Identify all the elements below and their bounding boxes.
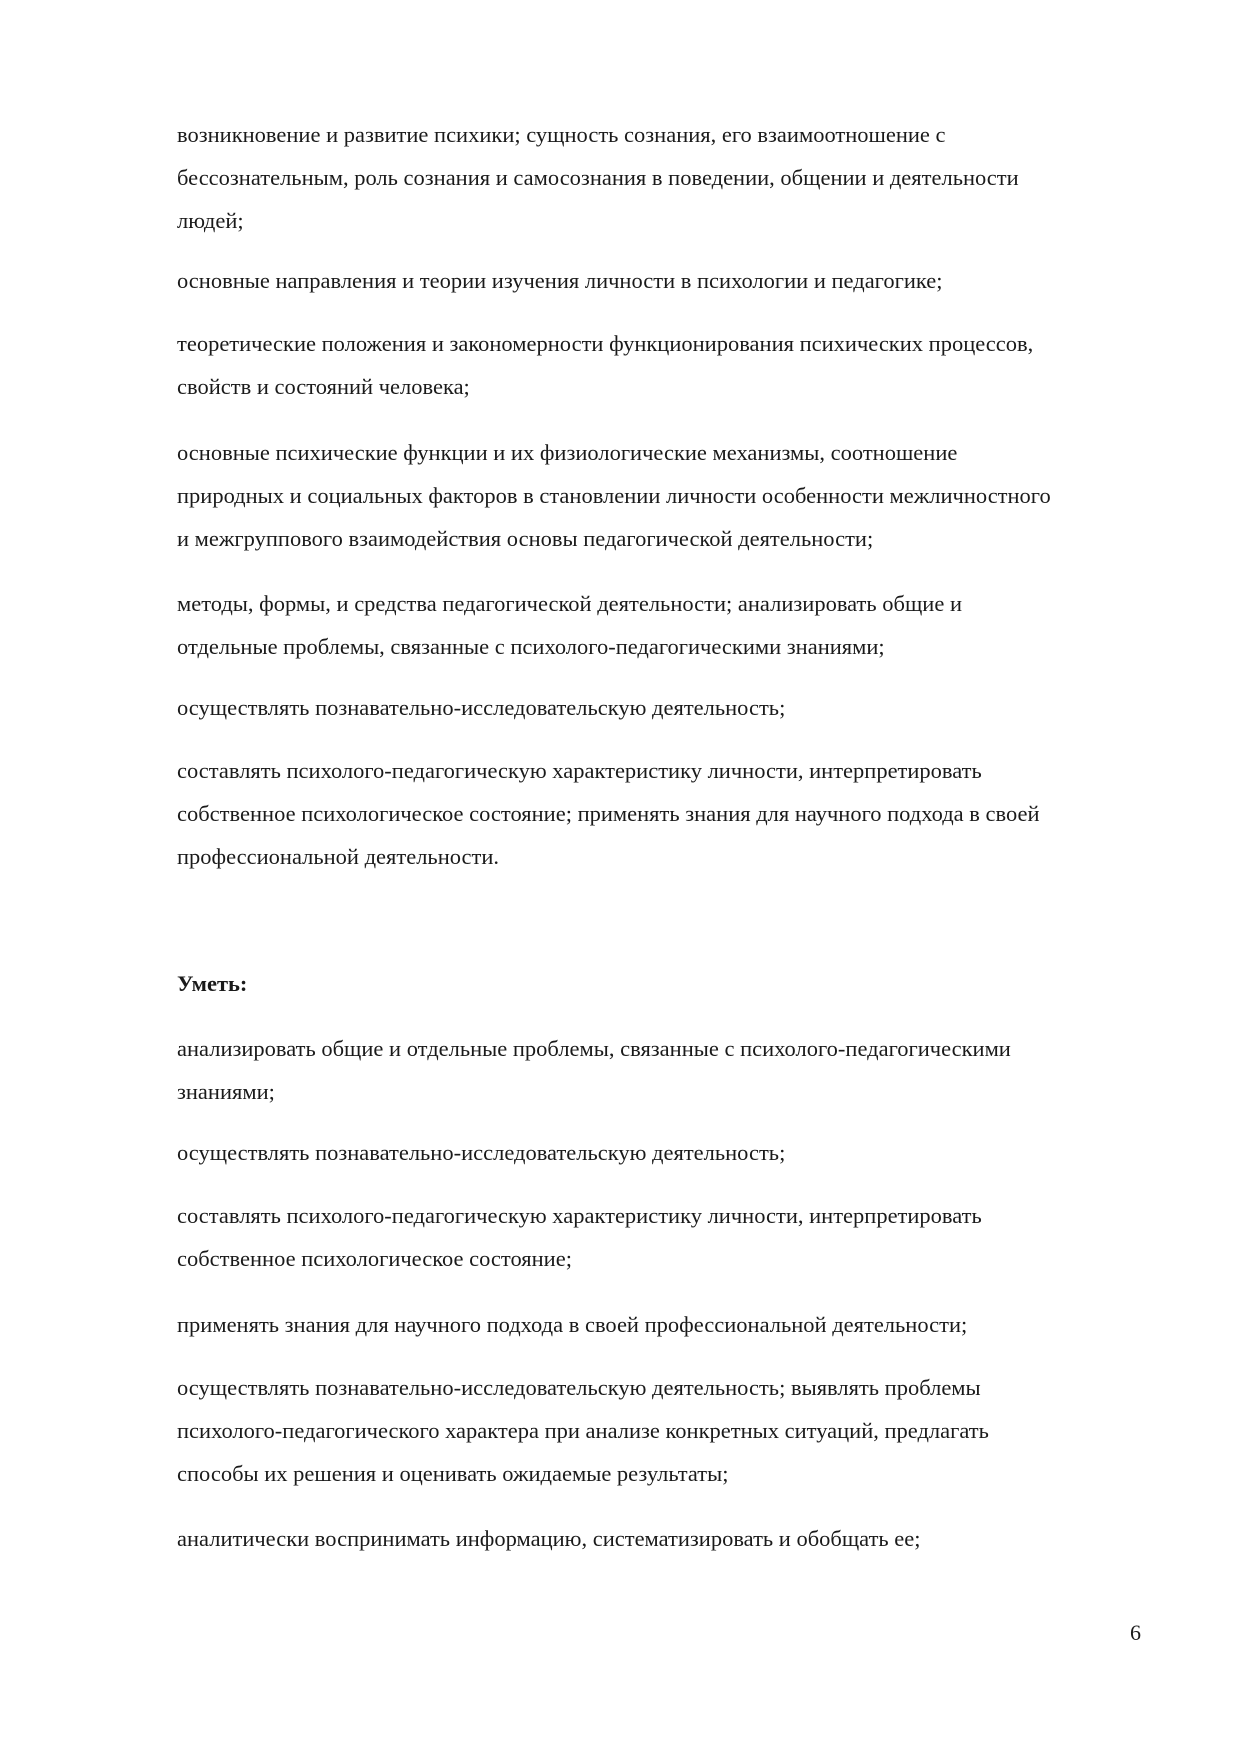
- text-line: составлять психолого-педагогическую характеристику личности, интерпретировать: [177, 1203, 982, 1228]
- list-item: [177, 113, 1157, 242]
- text-line: собственное психологическое состояние;: [177, 1246, 572, 1271]
- text-line: осуществлять познавательно-исследовательскую деятельность; выявлять проблемы: [177, 1375, 981, 1400]
- text-line: основные психические функции и их физиологические механизмы, соотношение: [177, 440, 958, 465]
- text-line: основные направления и теории изучения личности в психологии и педагогике;: [177, 268, 943, 293]
- text-line: природных и социальных факторов в становлении личности особенности межличностного: [177, 483, 1051, 508]
- list-item: [177, 1366, 1157, 1495]
- text-line: применять знания для научного подхода в своей профессиональной деятельности;: [177, 1312, 968, 1337]
- list-item: [177, 1027, 1157, 1113]
- list-item: [177, 1194, 1157, 1280]
- list-item: [177, 1131, 1157, 1174]
- list-item: [177, 1303, 1157, 1346]
- text-line: профессиональной деятельности.: [177, 844, 500, 869]
- list-item: [177, 322, 1157, 408]
- list-item: [177, 259, 1157, 302]
- text-line: и межгруппового взаимодействия основы педагогической деятельности;: [177, 526, 874, 551]
- list-item: [177, 749, 1157, 878]
- text-line: бессознательным, роль сознания и самосознания в поведении, общении и деятельности: [177, 165, 1019, 190]
- text-line: знаниями;: [177, 1079, 275, 1104]
- heading-text: Уметь:: [177, 971, 248, 996]
- text-line: собственное психологическое состояние; применять знания для научного подхода в своей: [177, 801, 1040, 826]
- text-line: осуществлять познавательно-исследовательскую деятельность;: [177, 695, 786, 720]
- page-number: 6: [1130, 1620, 1141, 1645]
- text-line: психолого-педагогического характера при анализе конкретных ситуаций, предлагать: [177, 1418, 989, 1443]
- section-heading: [177, 962, 1157, 1005]
- text-line: возникновение и развитие психики; сущность сознания, его взаимоотношение с: [177, 122, 946, 147]
- text-line: теоретические положения и закономерности функционирования психических процессов,: [177, 331, 1034, 356]
- text-line: составлять психолого-педагогическую характеристику личности, интерпретировать: [177, 758, 982, 783]
- text-line: анализировать общие и отдельные проблемы, связанные с психолого-педагогическими: [177, 1036, 1011, 1061]
- list-item: [177, 431, 1157, 560]
- text-line: осуществлять познавательно-исследовательскую деятельность;: [177, 1140, 786, 1165]
- text-line: свойств и состояний человека;: [177, 374, 470, 399]
- text-line: людей;: [177, 208, 244, 233]
- text-line: способы их решения и оценивать ожидаемые результаты;: [177, 1461, 729, 1486]
- list-item: [177, 686, 1157, 729]
- text-line: методы, формы, и средства педагогической деятельности; анализировать общие и: [177, 591, 962, 616]
- text-line: аналитически воспринимать информацию, систематизировать и обобщать ее;: [177, 1526, 921, 1551]
- list-item: [177, 582, 1157, 668]
- list-item: [177, 1517, 1157, 1560]
- text-line: отдельные проблемы, связанные с психолого-педагогическими знаниями;: [177, 634, 885, 659]
